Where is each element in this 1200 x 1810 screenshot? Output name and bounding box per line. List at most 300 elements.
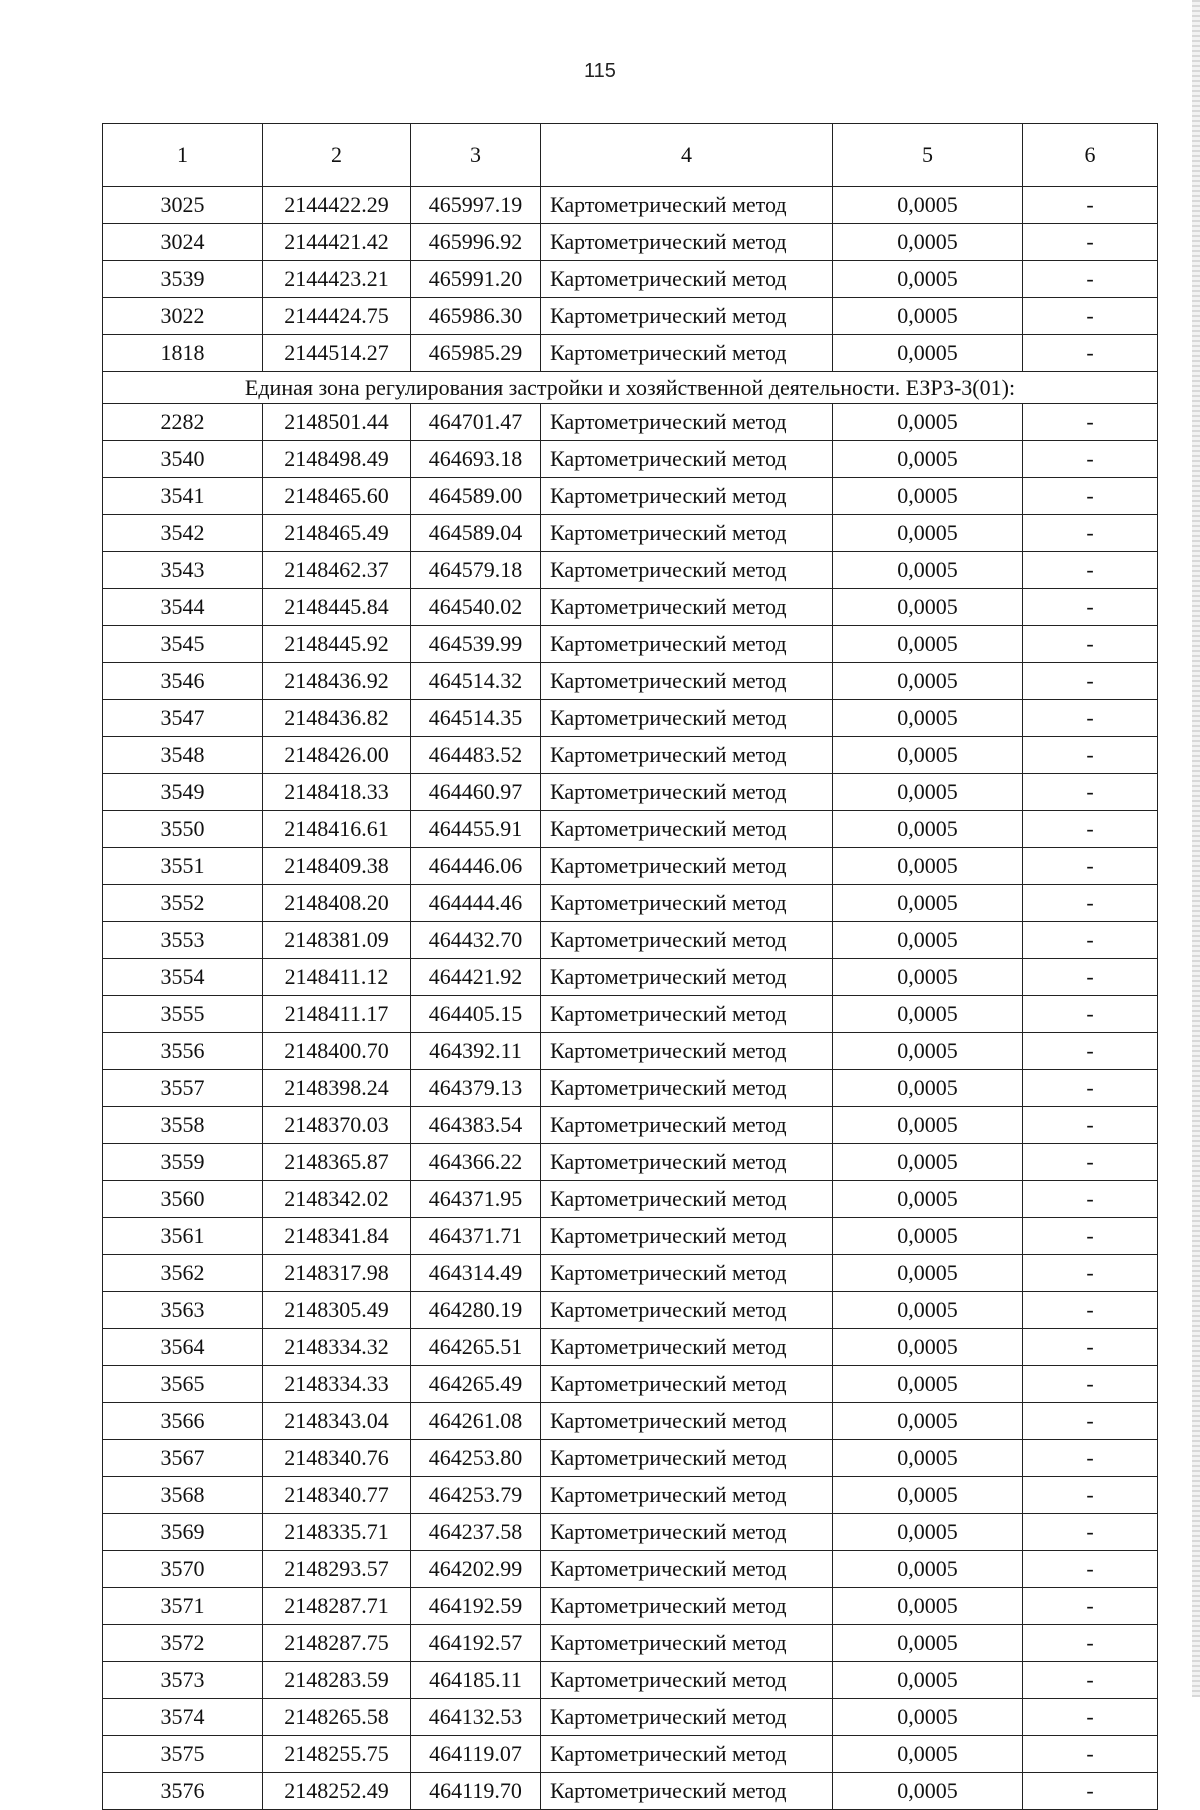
y-coordinate-cell: 464421.92 (411, 959, 541, 996)
point-number-cell: 3545 (103, 626, 263, 663)
x-coordinate-cell: 2148498.49 (263, 441, 411, 478)
note-cell: - (1023, 1699, 1158, 1736)
table-row (103, 1440, 1158, 1477)
point-number-cell: 3548 (103, 737, 263, 774)
note-cell: - (1023, 700, 1158, 737)
note-cell: - (1023, 1477, 1158, 1514)
y-coordinate-cell: 464383.54 (411, 1107, 541, 1144)
table-row (103, 187, 1158, 224)
method-cell: Картометрический метод (541, 1070, 833, 1107)
note-cell: - (1023, 404, 1158, 441)
method-cell: Картометрический метод (541, 589, 833, 626)
method-cell: Картометрический метод (541, 663, 833, 700)
point-number-cell: 3554 (103, 959, 263, 996)
x-coordinate-cell: 2148287.75 (263, 1625, 411, 1662)
point-number-cell: 3568 (103, 1477, 263, 1514)
method-cell: Картометрический метод (541, 1699, 833, 1736)
note-cell: - (1023, 885, 1158, 922)
point-number-cell: 3571 (103, 1588, 263, 1625)
y-coordinate-cell: 464119.07 (411, 1736, 541, 1773)
accuracy-cell: 0,0005 (833, 1218, 1023, 1255)
method-cell: Картометрический метод (541, 187, 833, 224)
header-row (103, 124, 1158, 187)
table-row (103, 1588, 1158, 1625)
point-number-cell: 3566 (103, 1403, 263, 1440)
coordinates-table (102, 123, 1158, 1810)
method-cell: Картометрический метод (541, 552, 833, 589)
note-cell: - (1023, 774, 1158, 811)
point-number-cell: 3567 (103, 1440, 263, 1477)
method-cell: Картометрический метод (541, 626, 833, 663)
note-cell: - (1023, 441, 1158, 478)
y-coordinate-cell: 465997.19 (411, 187, 541, 224)
note-cell: - (1023, 589, 1158, 626)
method-cell: Картометрический метод (541, 404, 833, 441)
y-coordinate-cell: 464185.11 (411, 1662, 541, 1699)
x-coordinate-cell: 2148335.71 (263, 1514, 411, 1551)
point-number-cell: 3576 (103, 1773, 263, 1810)
note-cell: - (1023, 1292, 1158, 1329)
accuracy-cell: 0,0005 (833, 700, 1023, 737)
y-coordinate-cell: 464132.53 (411, 1699, 541, 1736)
accuracy-cell: 0,0005 (833, 1107, 1023, 1144)
y-coordinate-cell: 464253.79 (411, 1477, 541, 1514)
x-coordinate-cell: 2144423.21 (263, 261, 411, 298)
accuracy-cell: 0,0005 (833, 441, 1023, 478)
x-coordinate-cell: 2144424.75 (263, 298, 411, 335)
table-row (103, 885, 1158, 922)
note-cell: - (1023, 1625, 1158, 1662)
accuracy-cell: 0,0005 (833, 1662, 1023, 1699)
method-cell: Картометрический метод (541, 1107, 833, 1144)
table-row (103, 1625, 1158, 1662)
y-coordinate-cell: 464192.57 (411, 1625, 541, 1662)
method-cell: Картометрический метод (541, 1477, 833, 1514)
point-number-cell: 3563 (103, 1292, 263, 1329)
x-coordinate-cell: 2148416.61 (263, 811, 411, 848)
table-row (103, 1070, 1158, 1107)
note-cell: - (1023, 922, 1158, 959)
y-coordinate-cell: 464371.71 (411, 1218, 541, 1255)
method-cell: Картометрический метод (541, 1181, 833, 1218)
method-cell: Картометрический метод (541, 515, 833, 552)
method-cell: Картометрический метод (541, 1625, 833, 1662)
point-number-cell: 3558 (103, 1107, 263, 1144)
accuracy-cell: 0,0005 (833, 1736, 1023, 1773)
accuracy-cell: 0,0005 (833, 478, 1023, 515)
x-coordinate-cell: 2148418.33 (263, 774, 411, 811)
point-number-cell: 3540 (103, 441, 263, 478)
method-cell: Картометрический метод (541, 1255, 833, 1292)
x-coordinate-cell: 2148340.77 (263, 1477, 411, 1514)
table-row (103, 589, 1158, 626)
column-header-6: 6 (1023, 124, 1158, 187)
y-coordinate-cell: 464701.47 (411, 404, 541, 441)
column-header-4: 4 (541, 124, 833, 187)
x-coordinate-cell: 2148445.92 (263, 626, 411, 663)
x-coordinate-cell: 2148465.60 (263, 478, 411, 515)
accuracy-cell: 0,0005 (833, 737, 1023, 774)
y-coordinate-cell: 464432.70 (411, 922, 541, 959)
y-coordinate-cell: 464589.00 (411, 478, 541, 515)
y-coordinate-cell: 464483.52 (411, 737, 541, 774)
table-row (103, 1477, 1158, 1514)
y-coordinate-cell: 464366.22 (411, 1144, 541, 1181)
table-row (103, 1255, 1158, 1292)
method-cell: Картометрический метод (541, 1144, 833, 1181)
section-title: Единая зона регулирования застройки и хозяйственной деятельности. ЕЗРЗ-3(01): (103, 372, 1158, 404)
x-coordinate-cell: 2144421.42 (263, 224, 411, 261)
accuracy-cell: 0,0005 (833, 261, 1023, 298)
accuracy-cell: 0,0005 (833, 811, 1023, 848)
note-cell: - (1023, 1773, 1158, 1810)
note-cell: - (1023, 1255, 1158, 1292)
method-cell: Картометрический метод (541, 1403, 833, 1440)
y-coordinate-cell: 464392.11 (411, 1033, 541, 1070)
table-row (103, 1736, 1158, 1773)
note-cell: - (1023, 1144, 1158, 1181)
note-cell: - (1023, 959, 1158, 996)
accuracy-cell: 0,0005 (833, 515, 1023, 552)
table-row (103, 700, 1158, 737)
x-coordinate-cell: 2148252.49 (263, 1773, 411, 1810)
method-cell: Картометрический метод (541, 959, 833, 996)
note-cell: - (1023, 1107, 1158, 1144)
y-coordinate-cell: 464371.95 (411, 1181, 541, 1218)
table-row (103, 1329, 1158, 1366)
point-number-cell: 3546 (103, 663, 263, 700)
note-cell: - (1023, 1218, 1158, 1255)
x-coordinate-cell: 2148465.49 (263, 515, 411, 552)
accuracy-cell: 0,0005 (833, 335, 1023, 372)
accuracy-cell: 0,0005 (833, 1773, 1023, 1810)
note-cell: - (1023, 1588, 1158, 1625)
column-header-2: 2 (263, 124, 411, 187)
table-row (103, 298, 1158, 335)
table-body-part-1 (103, 187, 1158, 372)
coordinates-table-container (102, 123, 1157, 1810)
table-body-part-2 (103, 404, 1158, 1810)
point-number-cell: 3572 (103, 1625, 263, 1662)
method-cell: Картометрический метод (541, 1588, 833, 1625)
point-number-cell: 3569 (103, 1514, 263, 1551)
y-coordinate-cell: 464455.91 (411, 811, 541, 848)
x-coordinate-cell: 2144514.27 (263, 335, 411, 372)
note-cell: - (1023, 478, 1158, 515)
note-cell: - (1023, 335, 1158, 372)
point-number-cell: 3570 (103, 1551, 263, 1588)
accuracy-cell: 0,0005 (833, 1699, 1023, 1736)
x-coordinate-cell: 2148342.02 (263, 1181, 411, 1218)
table-row (103, 663, 1158, 700)
note-cell: - (1023, 187, 1158, 224)
method-cell: Картометрический метод (541, 261, 833, 298)
table-row (103, 1662, 1158, 1699)
table-row (103, 1551, 1158, 1588)
table-row (103, 1292, 1158, 1329)
note-cell: - (1023, 848, 1158, 885)
y-coordinate-cell: 464314.49 (411, 1255, 541, 1292)
method-cell: Картометрический метод (541, 922, 833, 959)
point-number-cell: 3565 (103, 1366, 263, 1403)
accuracy-cell: 0,0005 (833, 848, 1023, 885)
method-cell: Картометрический метод (541, 848, 833, 885)
x-coordinate-cell: 2148317.98 (263, 1255, 411, 1292)
note-cell: - (1023, 737, 1158, 774)
method-cell: Картометрический метод (541, 335, 833, 372)
point-number-cell: 3543 (103, 552, 263, 589)
accuracy-cell: 0,0005 (833, 663, 1023, 700)
table-row (103, 1033, 1158, 1070)
x-coordinate-cell: 2148411.12 (263, 959, 411, 996)
y-coordinate-cell: 464202.99 (411, 1551, 541, 1588)
accuracy-cell: 0,0005 (833, 1514, 1023, 1551)
x-coordinate-cell: 2148334.32 (263, 1329, 411, 1366)
method-cell: Картометрический метод (541, 1514, 833, 1551)
table-row (103, 1107, 1158, 1144)
point-number-cell: 3555 (103, 996, 263, 1033)
point-number-cell: 3573 (103, 1662, 263, 1699)
accuracy-cell: 0,0005 (833, 1477, 1023, 1514)
method-cell: Картометрический метод (541, 298, 833, 335)
accuracy-cell: 0,0005 (833, 626, 1023, 663)
point-number-cell: 3024 (103, 224, 263, 261)
point-number-cell: 3562 (103, 1255, 263, 1292)
accuracy-cell: 0,0005 (833, 1033, 1023, 1070)
note-cell: - (1023, 1662, 1158, 1699)
y-coordinate-cell: 465986.30 (411, 298, 541, 335)
method-cell: Картометрический метод (541, 885, 833, 922)
method-cell: Картометрический метод (541, 700, 833, 737)
accuracy-cell: 0,0005 (833, 298, 1023, 335)
accuracy-cell: 0,0005 (833, 1366, 1023, 1403)
table-row (103, 1699, 1158, 1736)
table-row (103, 626, 1158, 663)
method-cell: Картометрический метод (541, 1366, 833, 1403)
method-cell: Картометрический метод (541, 811, 833, 848)
method-cell: Картометрический метод (541, 1440, 833, 1477)
x-coordinate-cell: 2148398.24 (263, 1070, 411, 1107)
accuracy-cell: 0,0005 (833, 1070, 1023, 1107)
y-coordinate-cell: 464253.80 (411, 1440, 541, 1477)
accuracy-cell: 0,0005 (833, 1403, 1023, 1440)
y-coordinate-cell: 464405.15 (411, 996, 541, 1033)
table-row (103, 261, 1158, 298)
y-coordinate-cell: 464192.59 (411, 1588, 541, 1625)
method-cell: Картометрический метод (541, 1662, 833, 1699)
section-row-group (103, 372, 1158, 404)
note-cell: - (1023, 224, 1158, 261)
table-row (103, 922, 1158, 959)
note-cell: - (1023, 996, 1158, 1033)
x-coordinate-cell: 2148293.57 (263, 1551, 411, 1588)
x-coordinate-cell: 2148370.03 (263, 1107, 411, 1144)
x-coordinate-cell: 2148340.76 (263, 1440, 411, 1477)
column-header-5: 5 (833, 124, 1023, 187)
accuracy-cell: 0,0005 (833, 1588, 1023, 1625)
x-coordinate-cell: 2148409.38 (263, 848, 411, 885)
y-coordinate-cell: 464237.58 (411, 1514, 541, 1551)
note-cell: - (1023, 1181, 1158, 1218)
note-cell: - (1023, 261, 1158, 298)
x-coordinate-cell: 2148436.82 (263, 700, 411, 737)
accuracy-cell: 0,0005 (833, 552, 1023, 589)
y-coordinate-cell: 464265.51 (411, 1329, 541, 1366)
accuracy-cell: 0,0005 (833, 1181, 1023, 1218)
table-row (103, 224, 1158, 261)
accuracy-cell: 0,0005 (833, 885, 1023, 922)
method-cell: Картометрический метод (541, 1292, 833, 1329)
table-row (103, 1218, 1158, 1255)
x-coordinate-cell: 2148411.17 (263, 996, 411, 1033)
point-number-cell: 3561 (103, 1218, 263, 1255)
table-row (103, 959, 1158, 996)
table-row (103, 774, 1158, 811)
method-cell: Картометрический метод (541, 996, 833, 1033)
x-coordinate-cell: 2148365.87 (263, 1144, 411, 1181)
x-coordinate-cell: 2148408.20 (263, 885, 411, 922)
note-cell: - (1023, 298, 1158, 335)
point-number-cell: 3550 (103, 811, 263, 848)
point-number-cell: 3552 (103, 885, 263, 922)
point-number-cell: 3557 (103, 1070, 263, 1107)
method-cell: Картометрический метод (541, 478, 833, 515)
table-row (103, 404, 1158, 441)
accuracy-cell: 0,0005 (833, 404, 1023, 441)
x-coordinate-cell: 2148334.33 (263, 1366, 411, 1403)
point-number-cell: 3560 (103, 1181, 263, 1218)
table-row (103, 1181, 1158, 1218)
accuracy-cell: 0,0005 (833, 1440, 1023, 1477)
x-coordinate-cell: 2148265.58 (263, 1699, 411, 1736)
point-number-cell: 3575 (103, 1736, 263, 1773)
point-number-cell: 3544 (103, 589, 263, 626)
method-cell: Картометрический метод (541, 1218, 833, 1255)
note-cell: - (1023, 1033, 1158, 1070)
table-row (103, 515, 1158, 552)
method-cell: Картометрический метод (541, 1773, 833, 1810)
accuracy-cell: 0,0005 (833, 187, 1023, 224)
point-number-cell: 3539 (103, 261, 263, 298)
y-coordinate-cell: 464379.13 (411, 1070, 541, 1107)
x-coordinate-cell: 2148462.37 (263, 552, 411, 589)
point-number-cell: 3547 (103, 700, 263, 737)
accuracy-cell: 0,0005 (833, 1551, 1023, 1588)
table-row (103, 811, 1158, 848)
x-coordinate-cell: 2148283.59 (263, 1662, 411, 1699)
method-cell: Картометрический метод (541, 224, 833, 261)
y-coordinate-cell: 464265.49 (411, 1366, 541, 1403)
point-number-cell: 2282 (103, 404, 263, 441)
column-header-3: 3 (411, 124, 541, 187)
accuracy-cell: 0,0005 (833, 1292, 1023, 1329)
table-row (103, 996, 1158, 1033)
note-cell: - (1023, 1440, 1158, 1477)
table-row (103, 737, 1158, 774)
page-number: 115 (584, 60, 616, 82)
note-cell: - (1023, 1551, 1158, 1588)
x-coordinate-cell: 2148400.70 (263, 1033, 411, 1070)
note-cell: - (1023, 1070, 1158, 1107)
x-coordinate-cell: 2148305.49 (263, 1292, 411, 1329)
method-cell: Картометрический метод (541, 774, 833, 811)
note-cell: - (1023, 663, 1158, 700)
y-coordinate-cell: 464261.08 (411, 1403, 541, 1440)
accuracy-cell: 0,0005 (833, 959, 1023, 996)
method-cell: Картометрический метод (541, 1033, 833, 1070)
accuracy-cell: 0,0005 (833, 922, 1023, 959)
y-coordinate-cell: 464444.46 (411, 885, 541, 922)
y-coordinate-cell: 465985.29 (411, 335, 541, 372)
point-number-cell: 3551 (103, 848, 263, 885)
accuracy-cell: 0,0005 (833, 224, 1023, 261)
x-coordinate-cell: 2148287.71 (263, 1588, 411, 1625)
table-row (103, 552, 1158, 589)
table-row (103, 1773, 1158, 1810)
accuracy-cell: 0,0005 (833, 1144, 1023, 1181)
table-row (103, 1514, 1158, 1551)
point-number-cell: 1818 (103, 335, 263, 372)
note-cell: - (1023, 552, 1158, 589)
point-number-cell: 3025 (103, 187, 263, 224)
note-cell: - (1023, 1366, 1158, 1403)
table-row (103, 441, 1158, 478)
note-cell: - (1023, 1736, 1158, 1773)
point-number-cell: 3549 (103, 774, 263, 811)
accuracy-cell: 0,0005 (833, 774, 1023, 811)
method-cell: Картометрический метод (541, 1329, 833, 1366)
y-coordinate-cell: 464514.35 (411, 700, 541, 737)
accuracy-cell: 0,0005 (833, 589, 1023, 626)
point-number-cell: 3542 (103, 515, 263, 552)
point-number-cell: 3553 (103, 922, 263, 959)
y-coordinate-cell: 464446.06 (411, 848, 541, 885)
note-cell: - (1023, 1514, 1158, 1551)
x-coordinate-cell: 2148341.84 (263, 1218, 411, 1255)
y-coordinate-cell: 464514.32 (411, 663, 541, 700)
y-coordinate-cell: 464119.70 (411, 1773, 541, 1810)
x-coordinate-cell: 2148343.04 (263, 1403, 411, 1440)
x-coordinate-cell: 2144422.29 (263, 187, 411, 224)
section-row (103, 372, 1158, 404)
x-coordinate-cell: 2148255.75 (263, 1736, 411, 1773)
method-cell: Картометрический метод (541, 737, 833, 774)
point-number-cell: 3564 (103, 1329, 263, 1366)
y-coordinate-cell: 465996.92 (411, 224, 541, 261)
x-coordinate-cell: 2148501.44 (263, 404, 411, 441)
point-number-cell: 3559 (103, 1144, 263, 1181)
point-number-cell: 3556 (103, 1033, 263, 1070)
y-coordinate-cell: 464579.18 (411, 552, 541, 589)
scan-edge-decoration (1192, 0, 1200, 1697)
accuracy-cell: 0,0005 (833, 1255, 1023, 1292)
x-coordinate-cell: 2148426.00 (263, 737, 411, 774)
point-number-cell: 3574 (103, 1699, 263, 1736)
y-coordinate-cell: 464589.04 (411, 515, 541, 552)
table-row (103, 1403, 1158, 1440)
y-coordinate-cell: 465991.20 (411, 261, 541, 298)
note-cell: - (1023, 515, 1158, 552)
note-cell: - (1023, 1403, 1158, 1440)
point-number-cell: 3022 (103, 298, 263, 335)
accuracy-cell: 0,0005 (833, 1329, 1023, 1366)
note-cell: - (1023, 626, 1158, 663)
column-header-1: 1 (103, 124, 263, 187)
accuracy-cell: 0,0005 (833, 1625, 1023, 1662)
accuracy-cell: 0,0005 (833, 996, 1023, 1033)
y-coordinate-cell: 464539.99 (411, 626, 541, 663)
table-row (103, 1144, 1158, 1181)
